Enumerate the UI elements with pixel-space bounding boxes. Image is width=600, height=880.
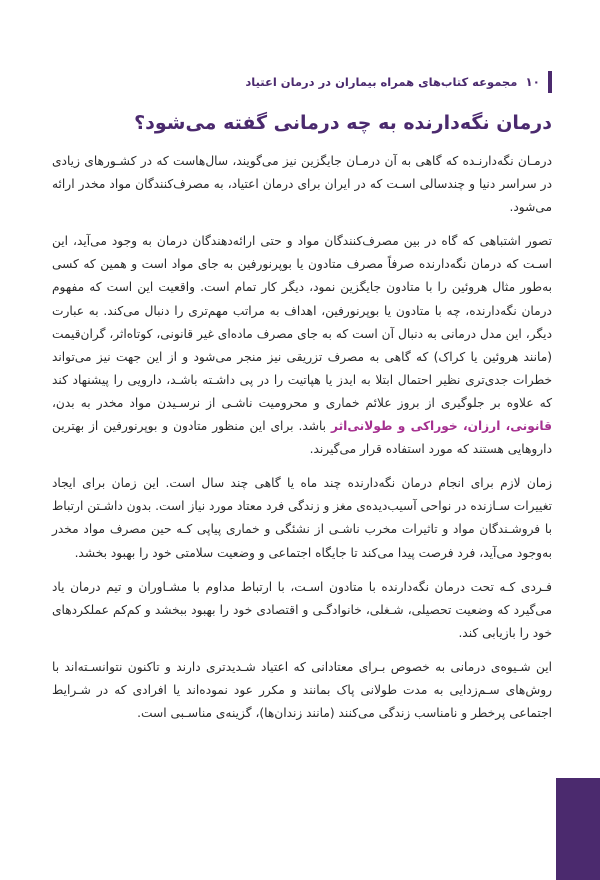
header-accent-bar: [548, 71, 552, 93]
paragraph-3: زمان لازم برای انجام درمان نگه‌دارنده چند ماه یا گاهی چند سال است. این زمان برای ایجاد تغییرات سـازنده در نواحی آسیب‌دیده‌ی مغز و زندگی فرد معتاد مورد نیاز است. بدون داشـتن ارتباط با فروشـندگان مواد و تاثیرات مخرب ناشـی از نشئگی و خماری پیاپی کـه حین مصرف مواد مخدر به‌وجود می‌آید، فرد فرصت پیدا می‌کند تا جایگاه اجتماعی و وضعیت سلامتی خود را بهبود بخشد.: [52, 476, 552, 560]
paragraph-4: فـردی کـه تحت درمان نگه‌دارنده با متادون اسـت، با ارتباط مداوم با مشـاوران و تیم درمان یاد می‌گیرد که وضعیت تحصیلی، شـغلی، خانوادگـی و اقتصادی خود را بهبود ببخشد و کم‌کم عملکردهای خود را بازیابی کند.: [52, 579, 552, 640]
section-title: درمان نگه‌دارنده به چه درمانی گفته می‌شود؟: [134, 112, 552, 134]
paragraph-2-text-b: باشد. برای این منظور متادون و بوپرنورفین از بهترین داروهایی هستند که مورد استفاده قرار می‌گیرند.: [52, 419, 552, 457]
body-text: [52, 150, 552, 736]
highlighted-phrase: قانونی، ارزان، خوراکی و طولانی‌اثر: [331, 419, 552, 434]
chapter-side-tab: [556, 778, 600, 880]
paragraph-5: این شـیوه‌ی درمانی به خصوص بـرای معتادانی که اعتیاد شـدیدتری دارند و تاکنون نتوانسـته‌اند با روش‌های سـم‌زدایی به مدت طولانی پاک بمانند و مکرر عود نموده‌اند یا افرادی که در شـرایط اجتماعی پرخطر و نامناسب زندگی می‌کنند (مانند زندان‌ها)، گزینه‌ی مناسـبی است.: [52, 659, 552, 721]
page-number: ۱۰: [525, 75, 540, 89]
paragraph-2: [52, 230, 552, 461]
running-header: [48, 70, 552, 94]
running-title: مجموعه کتاب‌های همراه بیماران در درمان اعتیاد: [245, 75, 518, 89]
paragraph-2-text-a: تصور اشتباهی که گاه در بین مصرف‌کنندگان مواد و حتی ارائه‌دهندگان درمان به وجود می‌آید، این اسـت که درمان نگه‌دارنده صرفاً مصرف متادون یا بوپرنورفین به جای مواد است و همین که کسی به‌طور مثال هروئین را با متادون جایگزین نمود، دیگر کار تمام است. واقعیت این است که مفهوم درمان نگه‌دارنده، چه با متادون یا بوپرنورفین، اهداف به مراتب مهم‌تری را دنبال می‌کند. به عبارت دیگر، این مدل درمانی به دنبال آن است که به جای مصرف ماده‌ای غیر قانونی، کوتاه‌اثر، گران‌قیمت (مانند هروئین یا کراک) که گاهی به مصرف تزریقی نیز منجر می‌شود و از این جهت نیز می‌تواند خطرات جدی‌تری نظیر احتمال ابتلا به ایدز یا هپاتیت را در پی داشـته باشـد، دارویی را پیشنهاد کند که علاوه بر جلوگیری از بروز علائم خماری و محرومیت ناشـی از نرسـیدن مواد مخدر به بدن،: [52, 234, 552, 410]
paragraph-1: درمـان نگه‌دارنـده که گاهی به آن درمـان جایگزین نیز می‌گویند، سال‌هاست که در کشـورهای زیادی در سراسر دنیا و چندسالی اسـت که در ایران برای درمان اعتیاد، به مصرف‌کنندگان مواد مخدر ارائه می‌شود.: [52, 154, 552, 215]
